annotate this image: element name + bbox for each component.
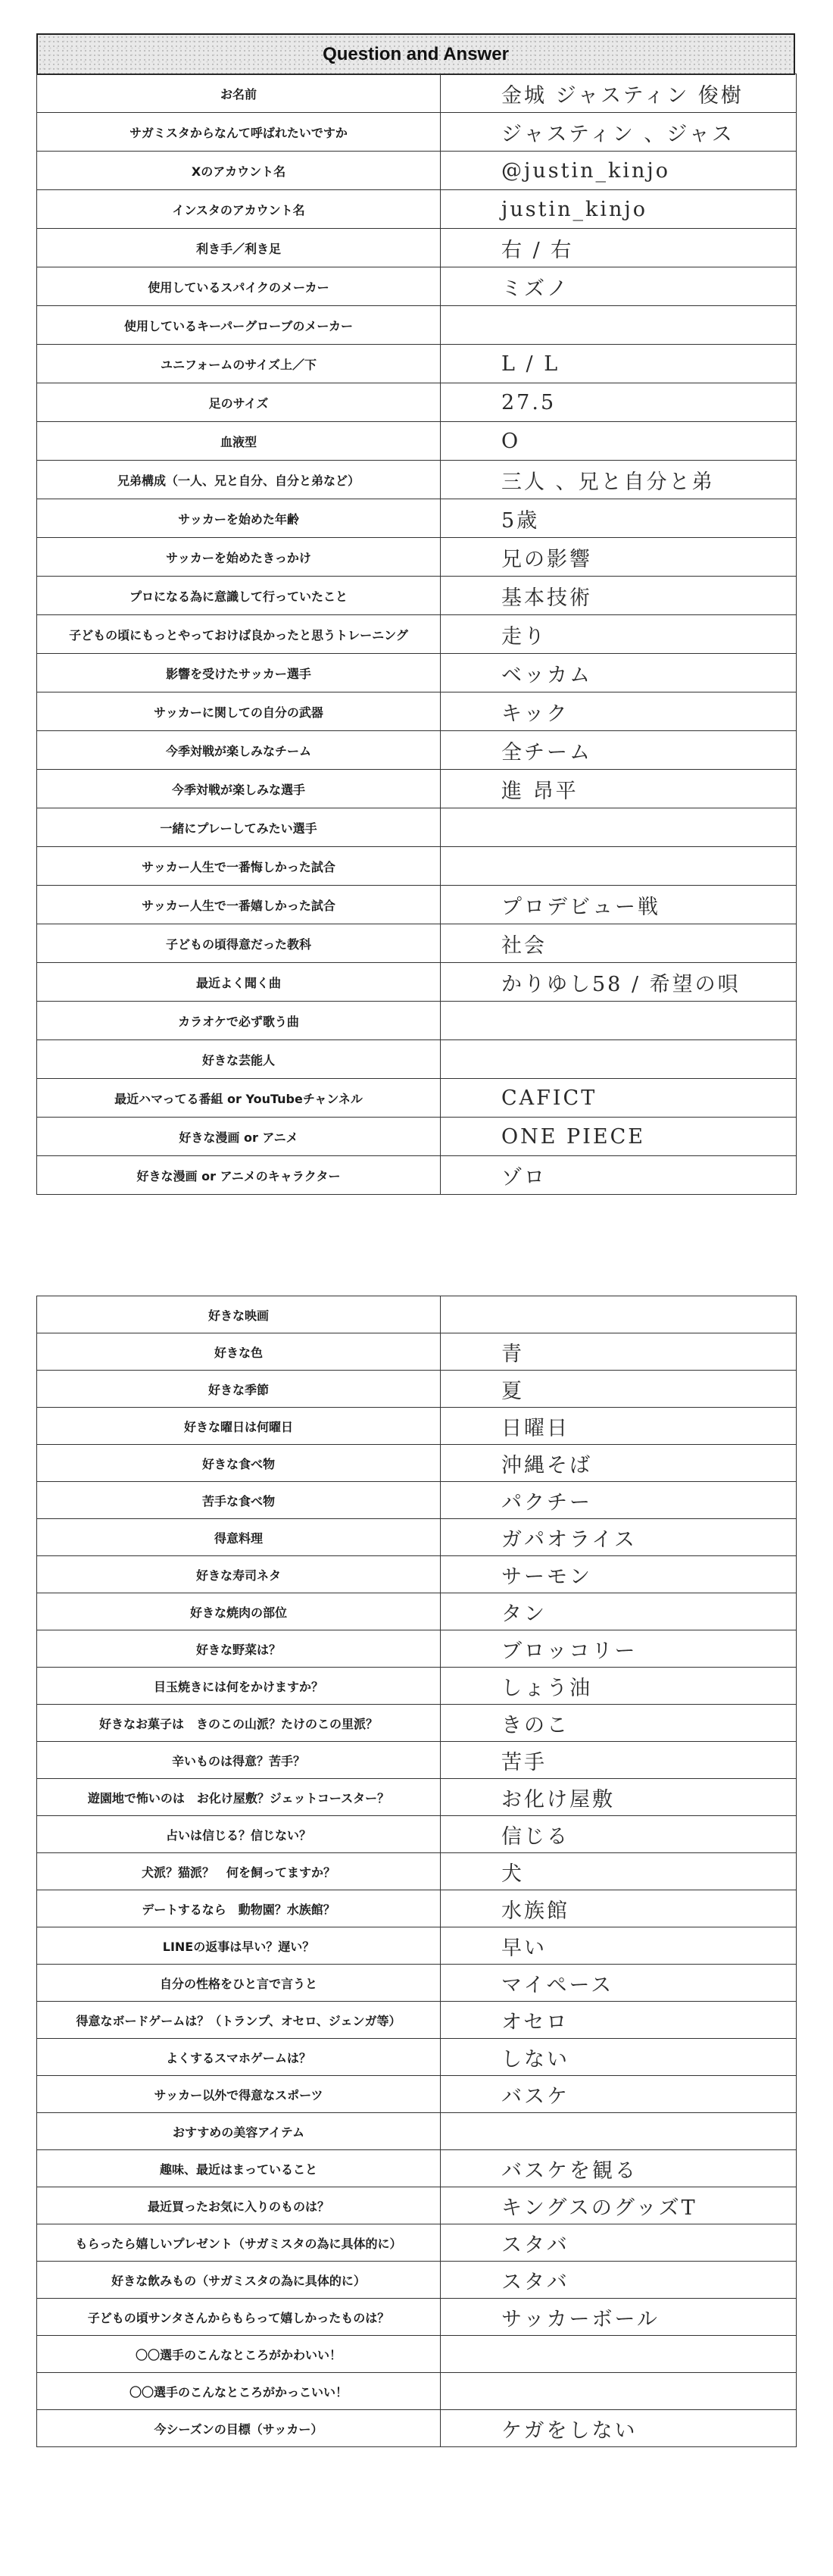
answer-cell: CAFICT [441,1079,797,1118]
question-cell: 〇〇選手のこんなところがかっこいい！ [37,2373,441,2410]
answer-cell: ゾロ [441,1156,797,1195]
qa-row [37,1445,797,1482]
question-cell: 最近買ったお気に入りのものは？ [37,2187,441,2224]
answer-cell: スタバ [441,2224,797,2262]
question-cell: 犬派？猫派？ 何を飼ってますか？ [37,1853,441,1890]
question-cell: 好きな飲みもの（サガミスタの為に具体的に） [37,2262,441,2299]
qa-row [37,1742,797,1779]
question-cell: 好きな曜日は何曜日 [37,1408,441,1445]
qa-row [37,2150,797,2187]
question-cell: 自分の性格をひと言で言うと [37,1965,441,2002]
answer-cell: キック [441,692,797,731]
qa-row [37,2262,797,2299]
question-cell: 好きな寿司ネタ [37,1556,441,1593]
question-cell: 影響を受けたサッカー選手 [37,654,441,692]
question-cell: 今季対戦が楽しみな選手 [37,770,441,808]
qa-row [37,1296,797,1333]
question-cell: 得意なボードゲームは？（トランプ、オセロ、ジェンガ等） [37,2002,441,2039]
question-cell: 今季対戦が楽しみなチーム [37,731,441,770]
question-cell: 子どもの頃得意だった教科 [37,924,441,963]
answer-cell: 夏 [441,1371,797,1408]
question-cell: 好きな食べ物 [37,1445,441,1482]
question-cell: 兄弟構成（一人、兄と自分、自分と弟など） [37,461,441,499]
qa-table-1 [36,73,797,1195]
answer-cell: 青 [441,1333,797,1371]
answer-cell: ジャスティン 、ジャス [441,113,797,152]
question-cell: 今シーズンの目標（サッカー） [37,2410,441,2447]
qa-row [37,1593,797,1630]
answer-cell [441,306,797,345]
qa-row [37,1927,797,1965]
qa-row [37,190,797,229]
answer-cell: キングスのグッズT [441,2187,797,2224]
answer-cell: 進 昂平 [441,770,797,808]
question-cell: 好きな芸能人 [37,1040,441,1079]
question-cell: サッカー人生で一番嬉しかった試合 [37,886,441,924]
qa-row [37,1965,797,2002]
question-cell: 〇〇選手のこんなところがかわいい！ [37,2336,441,2373]
question-cell: 好きな野菜は？ [37,1630,441,1668]
answer-cell: きのこ [441,1705,797,1742]
question-cell: 趣味、最近はまっていること [37,2150,441,2187]
qa-row [37,770,797,808]
answer-cell: 早い [441,1927,797,1965]
question-cell: おすすめの美容アイテム [37,2113,441,2150]
answer-cell: ONE PIECE [441,1118,797,1156]
qa-row [37,2299,797,2336]
answer-cell: マイペース [441,1965,797,2002]
answer-cell: ベッカム [441,654,797,692]
qa-row [37,2076,797,2113]
question-cell: 好きな映画 [37,1296,441,1333]
qa-row [37,692,797,731]
answer-cell [441,2113,797,2150]
answer-cell [441,2373,797,2410]
qa-row [37,538,797,577]
qa-row [37,1040,797,1079]
question-cell: 遊園地で怖いのは お化け屋敷？ジェットコースター？ [37,1779,441,1816]
qa-row [37,1890,797,1927]
qa-row [37,847,797,886]
qa-row [37,577,797,615]
qa-table-2-body [37,1296,797,2447]
qa-row [37,1556,797,1593]
question-cell: サッカーに関しての自分の武器 [37,692,441,731]
answer-cell: お化け屋敷 [441,1779,797,1816]
question-cell: サッカーを始めたきっかけ [37,538,441,577]
answer-cell: 27.5 [441,383,797,422]
answer-cell: サッカーボール [441,2299,797,2336]
answer-cell: バスケ [441,2076,797,2113]
answer-cell: バスケを観る [441,2150,797,2187]
qa-row [37,1630,797,1668]
answer-cell: 信じる [441,1816,797,1853]
qa-row [37,2002,797,2039]
qa-row [37,924,797,963]
answer-cell [441,847,797,886]
qa-row [37,2373,797,2410]
answer-cell [441,1296,797,1333]
answer-cell: 社会 [441,924,797,963]
question-cell: もらったら嬉しいプレゼント（サガミスタの為に具体的に） [37,2224,441,2262]
answer-cell: 金城 ジャスティン 俊樹 [441,74,797,113]
qa-row [37,2224,797,2262]
question-cell: Xのアカウント名 [37,152,441,190]
question-cell: お名前 [37,74,441,113]
question-cell: 辛いものは得意？苦手？ [37,1742,441,1779]
qa-row [37,2113,797,2150]
question-cell: デートするなら 動物園？水族館？ [37,1890,441,1927]
question-cell: 使用しているキーパーグローブのメーカー [37,306,441,345]
qa-row [37,1156,797,1195]
qa-row [37,654,797,692]
question-cell: 利き手／利き足 [37,229,441,267]
qa-row [37,1408,797,1445]
answer-cell: justin_kinjo [441,190,797,229]
qa-table-1-body [37,74,797,1195]
question-cell: 最近よく聞く曲 [37,963,441,1002]
qa-row [37,267,797,306]
qa-row [37,2410,797,2447]
qa-row [37,1002,797,1040]
question-cell: サッカー以外で得意なスポーツ [37,2076,441,2113]
qa-row [37,306,797,345]
answer-cell: しない [441,2039,797,2076]
question-cell: 好きな漫画 or アニメ [37,1118,441,1156]
qa-row [37,963,797,1002]
answer-cell: 右 / 右 [441,229,797,267]
answer-cell: スタバ [441,2262,797,2299]
answer-cell: O [441,422,797,461]
question-cell: 好きな色 [37,1333,441,1371]
qa-row [37,383,797,422]
answer-cell: 5歳 [441,499,797,538]
qa-row [37,1668,797,1705]
title-bar [36,33,795,75]
answer-cell: 基本技術 [441,577,797,615]
answer-cell: 苦手 [441,1742,797,1779]
question-cell: 子どもの頃サンタさんからもらって嬉しかったものは？ [37,2299,441,2336]
answer-cell: @justin_kinjo [441,152,797,190]
question-cell: 占いは信じる？信じない？ [37,1816,441,1853]
question-cell: 目玉焼きには何をかけますか？ [37,1668,441,1705]
qa-table-2 [36,1296,797,2447]
qa-row [37,886,797,924]
qa-row [37,1519,797,1556]
answer-cell: ガパオライス [441,1519,797,1556]
qa-row [37,2187,797,2224]
qa-row [37,461,797,499]
question-cell: 足のサイズ [37,383,441,422]
answer-cell: 兄の影響 [441,538,797,577]
question-cell: 最近ハマってる番組 or YouTubeチャンネル [37,1079,441,1118]
answer-cell: 犬 [441,1853,797,1890]
qa-row [37,1371,797,1408]
answer-cell: ミズノ [441,267,797,306]
question-cell: プロになる為に意識して行っていたこと [37,577,441,615]
answer-cell: L / L [441,345,797,383]
qa-row [37,1816,797,1853]
qa-row [37,499,797,538]
qa-row [37,615,797,654]
qa-row [37,1705,797,1742]
answer-cell: ブロッコリー [441,1630,797,1668]
answer-cell [441,1040,797,1079]
qa-row [37,74,797,113]
qa-row [37,1853,797,1890]
question-cell: ユニフォームのサイズ上／下 [37,345,441,383]
qa-row [37,345,797,383]
question-cell: 子どもの頃にもっとやっておけば良かったと思うトレーニング [37,615,441,654]
answer-cell: 走り [441,615,797,654]
answer-cell: パクチー [441,1482,797,1519]
qa-row [37,1482,797,1519]
question-cell: 好きな焼肉の部位 [37,1593,441,1630]
question-cell: 得意料理 [37,1519,441,1556]
question-cell: 好きなお菓子は きのこの山派？たけのこの里派？ [37,1705,441,1742]
question-cell: 使用しているスパイクのメーカー [37,267,441,306]
question-cell: よくするスマホゲームは？ [37,2039,441,2076]
question-cell: サッカーを始めた年齢 [37,499,441,538]
qa-row [37,731,797,770]
question-cell: 好きな漫画 or アニメのキャラクター [37,1156,441,1195]
question-cell: インスタのアカウント名 [37,190,441,229]
question-cell: カラオケで必ず歌う曲 [37,1002,441,1040]
page-title: Question and Answer [323,43,509,64]
qa-row [37,2336,797,2373]
answer-cell [441,808,797,847]
qa-row [37,1118,797,1156]
answer-cell: 沖縄そば [441,1445,797,1482]
answer-cell [441,2336,797,2373]
qa-row [37,1079,797,1118]
answer-cell: タン [441,1593,797,1630]
qa-row [37,152,797,190]
qa-row [37,422,797,461]
qa-row [37,808,797,847]
question-cell: 苦手な食べ物 [37,1482,441,1519]
answer-cell [441,1002,797,1040]
question-cell: 好きな季節 [37,1371,441,1408]
qa-row [37,2039,797,2076]
answer-cell: 全チーム [441,731,797,770]
qa-row [37,1779,797,1816]
question-cell: LINEの返事は早い？遅い？ [37,1927,441,1965]
answer-cell: ケガをしない [441,2410,797,2447]
answer-cell: プロデビュー戦 [441,886,797,924]
answer-cell: しょう油 [441,1668,797,1705]
question-cell: サッカー人生で一番悔しかった試合 [37,847,441,886]
qa-row [37,229,797,267]
question-cell: 血液型 [37,422,441,461]
answer-cell: かりゆし58 / 希望の唄 [441,963,797,1002]
qa-row [37,1333,797,1371]
question-cell: サガミスタからなんて呼ばれたいですか [37,113,441,152]
question-cell: 一緒にプレーしてみたい選手 [37,808,441,847]
qa-row [37,113,797,152]
answer-cell: オセロ [441,2002,797,2039]
answer-cell: 日曜日 [441,1408,797,1445]
answer-cell: サーモン [441,1556,797,1593]
answer-cell: 三人 、兄と自分と弟 [441,461,797,499]
answer-cell: 水族館 [441,1890,797,1927]
